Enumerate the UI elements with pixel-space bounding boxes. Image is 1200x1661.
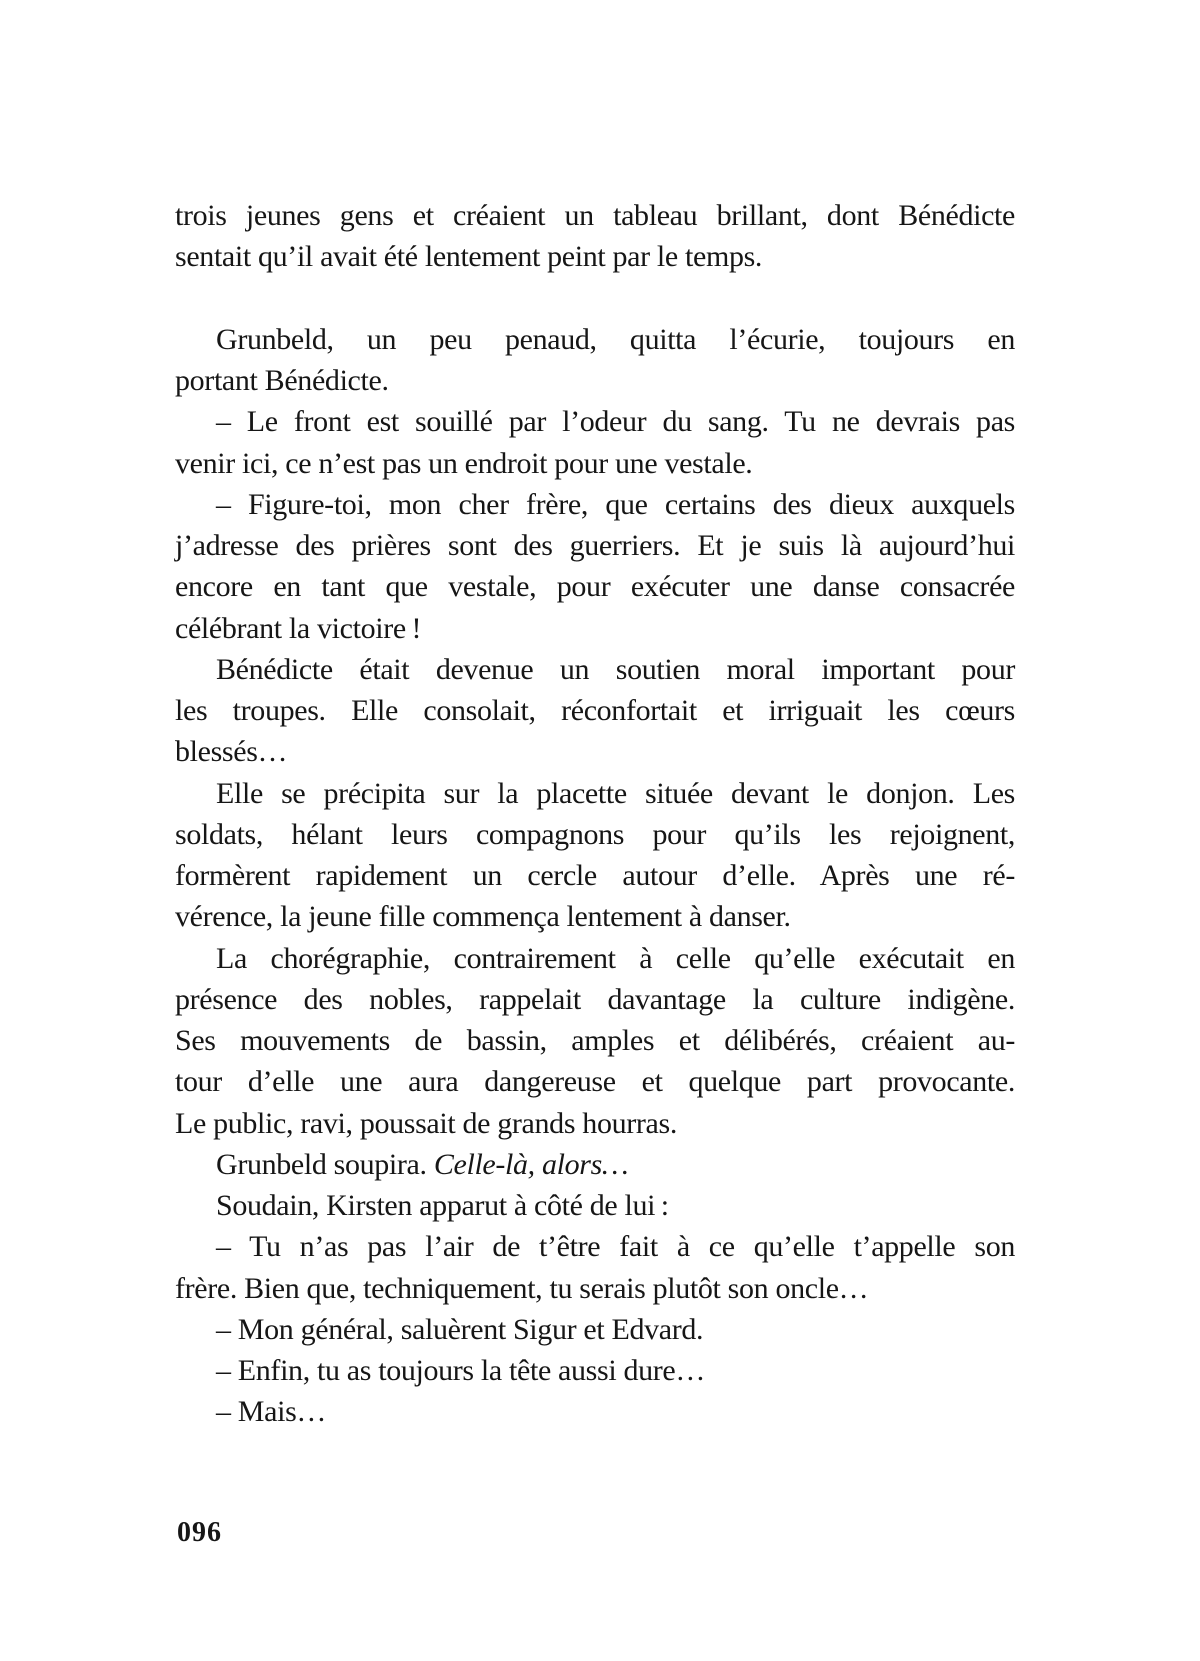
- text-line: [175, 814, 1015, 855]
- text-line: [175, 1268, 1015, 1309]
- text-run: les troupes. Elle consolait, réconfortait et irriguait les cœurs: [175, 694, 1015, 727]
- text-line: [175, 938, 1015, 979]
- text-run: portant Bénédicte.: [175, 364, 389, 397]
- text-run: j’adresse des prières sont des guerriers. Et je suis là aujourd’hui: [175, 529, 1015, 562]
- text-run: La chorégraphie, contrairement à celle qu’elle exécutait en: [216, 941, 1015, 975]
- text-run: célébrant la victoire !: [175, 611, 422, 645]
- text-line: [175, 1391, 1015, 1432]
- page-number: 096: [177, 1517, 222, 1548]
- text-line: [175, 773, 1015, 814]
- text-run: Ses mouvements de bassin, amples et délibérés, créaient au-: [175, 1024, 1015, 1057]
- italic-text-run: Celle-là, alors…: [433, 1147, 629, 1181]
- text-run: Grunbeld, un peu penaud, quitta l’écurie, toujours en: [216, 322, 1015, 356]
- text-line: [175, 731, 1015, 772]
- text-line: [175, 1185, 1015, 1226]
- text-run: trois jeunes gens et créaient un tableau brillant, dont Bénédicte: [175, 199, 1015, 232]
- text-line: [175, 1061, 1015, 1102]
- page-text: [175, 195, 1015, 1433]
- text-line: [175, 1350, 1015, 1391]
- text-run: vérence, la jeune fille commença lentement à danser.: [175, 900, 791, 934]
- text-line: [175, 525, 1015, 566]
- text-run: – Mais…: [216, 1395, 327, 1429]
- text-run: – Le front est souillé par l’odeur du sang. Tu ne devrais pas: [216, 405, 1015, 439]
- text-line: [175, 484, 1015, 525]
- text-run: blessés…: [175, 735, 288, 769]
- text-line: [175, 195, 1015, 236]
- text-run: – Enfin, tu as toujours la tête aussi dure…: [216, 1354, 706, 1387]
- text-run: soldats, hélant leurs compagnons pour qu’ils les rejoignent,: [175, 817, 1015, 851]
- text-line: [175, 855, 1015, 896]
- text-run: Soudain, Kirsten apparut à côté de lui :: [216, 1189, 669, 1222]
- text-run: frère. Bien que, techniquement, tu serais plutôt son oncle…: [175, 1271, 869, 1305]
- text-line: [175, 401, 1015, 442]
- text-run: sentait qu’il avait été lentement peint par le temps.: [175, 240, 763, 274]
- text-line: [175, 1309, 1015, 1350]
- text-line: [175, 236, 1015, 277]
- text-line: [175, 360, 1015, 401]
- text-line: [175, 443, 1015, 484]
- text-run: présence des nobles, rappelait davantage la culture indigène.: [175, 982, 1015, 1016]
- text-run: – Tu n’as pas l’air de t’être fait à ce qu’elle t’appelle son: [216, 1230, 1015, 1264]
- text-line: [175, 319, 1015, 360]
- text-run: Grunbeld soupira.: [216, 1147, 434, 1181]
- text-run: tour d’elle une aura dangereuse et quelque part provocante.: [175, 1065, 1015, 1099]
- text-line: [175, 1020, 1015, 1061]
- text-run: Bénédicte était devenue un soutien moral important pour: [216, 652, 1015, 686]
- text-line: [175, 649, 1015, 690]
- text-run: formèrent rapidement un cercle autour d’elle. Après une ré-: [175, 859, 1015, 892]
- text-line: [175, 896, 1015, 937]
- text-run: encore en tant que vestale, pour exécuter une danse consacrée: [175, 570, 1015, 604]
- text-line: [175, 1226, 1015, 1267]
- text-line: [175, 690, 1015, 731]
- text-run: venir ici, ce n’est pas un endroit pour une vestale.: [175, 446, 753, 480]
- text-line: [175, 979, 1015, 1020]
- text-line: [175, 566, 1015, 607]
- text-run: – Figure-toi, mon cher frère, que certains des dieux auxquels: [216, 487, 1015, 521]
- text-run: – Mon général, saluèrent Sigur et Edvard.: [216, 1312, 704, 1346]
- text-line: [175, 608, 1015, 649]
- text-run: Elle se précipita sur la placette située devant le donjon. Les: [216, 776, 1015, 810]
- text-run: Le public, ravi, poussait de grands hourras.: [175, 1106, 677, 1140]
- text-line: [175, 1103, 1015, 1144]
- text-line: [175, 1144, 1015, 1185]
